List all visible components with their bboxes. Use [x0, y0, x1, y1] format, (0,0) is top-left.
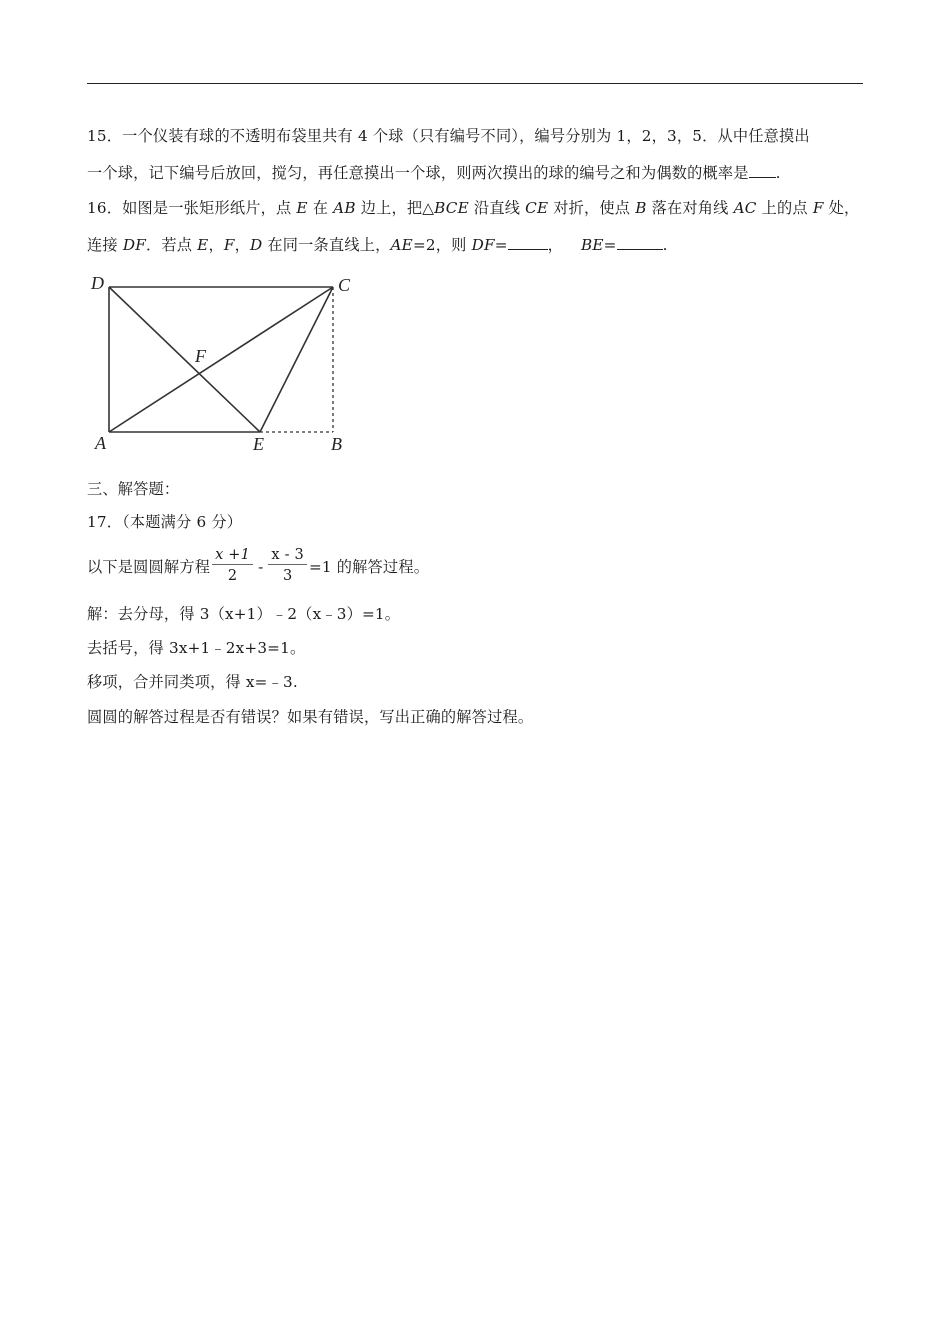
- q15-text-1: 15．一个仪装有球的不透明布袋里共有 4 个球（只有编号不同），编号分别为 1，2，3，5．从中任意摸出: [87, 127, 810, 145]
- minus-sign: -: [258, 558, 264, 576]
- q17-question: [87, 707, 867, 727]
- q15-period: .: [775, 164, 781, 182]
- q16-var-f: F: [223, 236, 235, 254]
- q17-step-1: [87, 604, 867, 624]
- q16-text: 16．如图是一张矩形纸片，点: [87, 199, 297, 217]
- q17-intro-text: 以下是圆圆解方程: [87, 558, 211, 576]
- q17-intro-text-end: =1 的解答过程。: [308, 558, 430, 576]
- q16-text: ，: [208, 236, 224, 254]
- q16-var-be: BE: [581, 236, 604, 254]
- label-e: E: [253, 434, 264, 454]
- label-d: D: [91, 273, 104, 293]
- label-c: C: [338, 275, 351, 295]
- q17-title-text: 17．（本题满分 6 分）: [87, 513, 243, 531]
- fraction-1-denominator: 2: [227, 567, 238, 584]
- q15-line-2: [87, 163, 867, 183]
- q16-text: ，: [547, 236, 564, 254]
- q16-df-answer-blank: [508, 235, 548, 250]
- q16-text: 处，: [823, 199, 860, 217]
- q16-text: .: [662, 236, 668, 254]
- q16-text: 边上，把△: [355, 199, 435, 217]
- q16-text: 在: [307, 199, 334, 217]
- q16-text: =: [494, 236, 508, 254]
- q16-text: 在同一条直线上，: [262, 236, 391, 254]
- q16-text: =: [603, 236, 617, 254]
- q16-var-ab: AB: [333, 199, 356, 217]
- segment-de: [109, 287, 260, 432]
- q16-text: 对折，使点: [548, 199, 636, 217]
- q17-equation-line: [87, 547, 867, 591]
- label-b: B: [331, 434, 342, 454]
- q15-line-1: [87, 126, 867, 146]
- q15-text-2: 一个球，记下编号后放回，搅匀，再任意摸出一个球，则两次摸出的球的编号之和为偶数的概率是: [87, 164, 749, 182]
- q16-var-df: DF: [471, 236, 495, 254]
- diagonal-ac: [109, 287, 333, 432]
- q16-var-ae: AE: [390, 236, 413, 254]
- rectangle-fold-figure: [87, 266, 362, 456]
- q16-text: ．若点: [145, 236, 198, 254]
- fraction-2-numerator: x - 3: [268, 546, 307, 565]
- q16-text: =2，则: [412, 236, 472, 254]
- q16-var-e: E: [197, 236, 209, 254]
- q17-step-1-text: 解：去分母，得 3（x+1）﹣2（x﹣3）=1。: [87, 605, 401, 623]
- q16-var-f: F: [812, 199, 824, 217]
- fraction-1: [212, 546, 253, 585]
- q17-step-3: [87, 672, 867, 692]
- q16-var-ce: CE: [525, 199, 549, 217]
- geometry-diagram: [87, 266, 362, 456]
- label-f: F: [195, 346, 206, 366]
- q16-var-bce: BCE: [434, 199, 469, 217]
- q16-var-b: B: [635, 199, 647, 217]
- q17-step-2: [87, 638, 867, 658]
- q16-text: 连接: [87, 236, 123, 254]
- q16-text: 落在对角线: [646, 199, 734, 217]
- label-a: A: [95, 433, 106, 453]
- q15-answer-blank: [749, 163, 776, 178]
- q16-text: ，: [234, 236, 250, 254]
- fraction-2: [268, 546, 307, 585]
- q16-var-d: D: [249, 236, 263, 254]
- q16-line-2: [87, 235, 867, 255]
- section-3-heading: [87, 479, 867, 499]
- q16-var-e: E: [296, 199, 308, 217]
- q17-title: [87, 512, 867, 532]
- fraction-2-denominator: 3: [282, 567, 293, 584]
- fraction-1-numerator: x +1: [212, 546, 253, 565]
- fold-line-ce: [260, 287, 333, 432]
- q16-var-ac: AC: [733, 199, 757, 217]
- q16-text: 上的点: [756, 199, 813, 217]
- q16-var-df: DF: [122, 236, 146, 254]
- q16-line-1: [87, 198, 867, 218]
- q17-step-2-text: 去括号，得 3x+1﹣2x+3=1。: [87, 639, 306, 657]
- q16-text: 沿直线: [468, 199, 526, 217]
- section-3-title: 三、解答题：: [87, 480, 180, 498]
- q16-be-answer-blank: [617, 235, 663, 250]
- q17-question-text: 圆圆的解答过程是否有错误？如果有错误，写出正确的解答过程。: [87, 708, 534, 726]
- header-rule: [87, 83, 863, 84]
- q17-step-3-text: 移项，合并同类项，得 x=﹣3.: [87, 673, 298, 691]
